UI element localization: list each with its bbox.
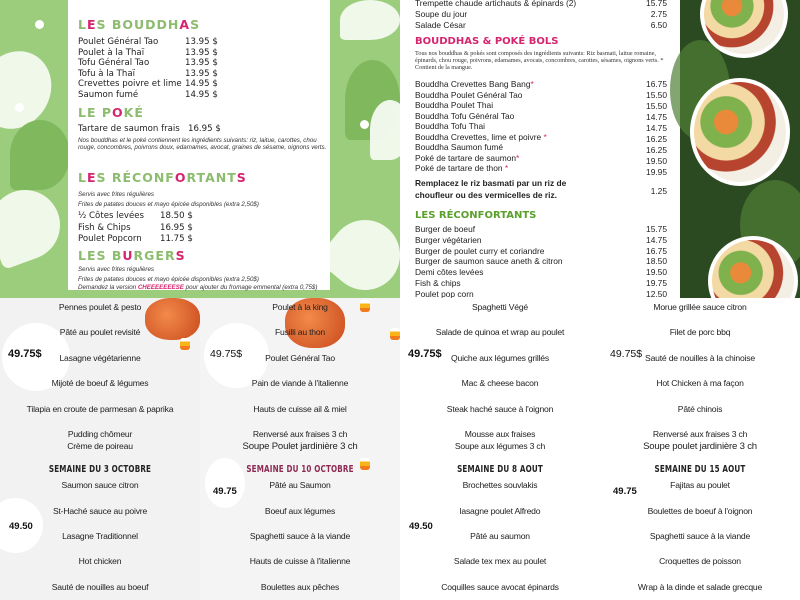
cheese-highlight: CHEEEEEEESE bbox=[137, 284, 184, 291]
dot-decoration bbox=[360, 120, 369, 129]
weekly-dish: Pain de viande à l'italienne bbox=[251, 378, 349, 388]
section-title: BOUDDHAS & POKÉ BOLS bbox=[415, 36, 559, 47]
week-heading: SEMAINE DU 3 OCTOBRE bbox=[48, 464, 152, 475]
weekly-price-bottom: 49.75 bbox=[213, 486, 237, 497]
menu-item-name: Fish & Chips bbox=[78, 222, 131, 233]
menu-item-price: 13.95 $ bbox=[185, 68, 218, 79]
weekly-dish: Steak haché sauce à l'oignon bbox=[446, 404, 554, 414]
weekly-price-top: 49.75$ bbox=[210, 348, 243, 360]
menu-item-price: 13.95 $ bbox=[185, 47, 218, 58]
leaf-decoration bbox=[10, 120, 70, 190]
week-heading: SEMAINE DU 10 OCTOBRE bbox=[246, 464, 354, 475]
menu-item-name: Bouddha Saumon fumé bbox=[415, 142, 503, 152]
mango-asterisk: * bbox=[504, 163, 509, 173]
bowls-description: Tous nos bouddhas & pokés sont composés des ingrédients suivants: Riz basmati, laitue romaine, épinards, chou rouge, poivrons, edamames, avocats, concombres, carottes, sésames, oignons verts. * Contient de la mangue. bbox=[415, 50, 664, 71]
weekly-dish: Crème de poireau bbox=[67, 441, 133, 451]
menu-item-price: 14.95 $ bbox=[185, 89, 218, 100]
weekly-dish: Salade tex mex au poulet bbox=[453, 556, 547, 566]
weekly-dish: lasagne poulet Alfredo bbox=[459, 506, 541, 516]
bowl-photo bbox=[690, 78, 790, 186]
weekly-dish: Morue grillée sauce citron bbox=[653, 302, 747, 312]
weekly-dish: Fajitas au poulet bbox=[670, 480, 730, 490]
replace-note: choufleur ou des vermicelles de riz. bbox=[415, 190, 557, 200]
weekly-dish: Quiche aux légumes grillés bbox=[451, 353, 549, 363]
weekly-price-top: 49.75$ bbox=[610, 348, 643, 360]
menu-item-price: 16.95 $ bbox=[188, 124, 221, 134]
menu-item-price: 6.50 bbox=[650, 19, 667, 30]
title-letter: LE P bbox=[78, 105, 113, 120]
candy-corn-decoration bbox=[180, 338, 190, 350]
weekly-menu-column bbox=[600, 298, 800, 600]
weekly-dish: Pâté au saumon bbox=[470, 531, 530, 541]
weekly-dish: Soupe aux légumes 3 ch bbox=[454, 441, 546, 451]
menu-item-price: 16.25 bbox=[646, 134, 667, 144]
menu-item-name: Poulet à la Thaï bbox=[78, 47, 145, 58]
weekly-price-bottom: 49.75 bbox=[613, 486, 637, 497]
cheese-note-text: pour ajouter du fromage emmental (extra 0,75$) bbox=[183, 284, 318, 291]
cheese-note bbox=[78, 284, 330, 291]
title-letter: LES B bbox=[78, 248, 123, 263]
mango-asterisk: * bbox=[530, 79, 534, 89]
menu-item-name: ½ Côtes levées bbox=[78, 211, 144, 221]
section-title bbox=[78, 105, 144, 120]
menu-white-panel bbox=[68, 0, 330, 290]
section-title bbox=[78, 170, 247, 185]
title-letter: S bbox=[236, 170, 247, 185]
menu-item-price: 15.50 bbox=[646, 90, 667, 100]
menu-item-name: Burger de boeuf bbox=[415, 224, 476, 234]
weekly-dish: Soupe Poulet jardinière 3 ch bbox=[242, 441, 358, 452]
menu-item-price: 11.75 $ bbox=[160, 234, 193, 244]
menu-item-name: Tartare de saumon frais bbox=[78, 124, 180, 134]
leaf-decoration bbox=[0, 180, 70, 270]
weekly-dish: Hauts de cuisse ail & miel bbox=[253, 404, 347, 414]
menu-item-name: Tofu Général Tao bbox=[78, 58, 150, 68]
menu-item-price: 14.95 $ bbox=[185, 79, 218, 89]
food-photo-strip bbox=[680, 0, 800, 298]
menu-item-name: Burger de poulet curry et coriandre bbox=[415, 245, 545, 256]
menu-item-price: 18.50 bbox=[646, 256, 667, 267]
menu-item-price: 12.50 bbox=[646, 288, 667, 298]
menu-item-price: 15.75 bbox=[646, 0, 667, 8]
weekly-dish: Coquilles sauce avocat épinards bbox=[441, 582, 559, 592]
mango-asterisk: * bbox=[543, 131, 547, 142]
weekly-dish: Renversé aux fraises 3 ch bbox=[652, 429, 748, 439]
weekly-dish: Hot Chicken à ma façon bbox=[656, 378, 744, 388]
weekly-dish: Pudding chômeur bbox=[67, 429, 133, 439]
weekly-dish: Mousse aux fraises bbox=[464, 429, 536, 439]
menu-item-price: 13.95 $ bbox=[185, 37, 218, 47]
weekly-dish: Fusilli au thon bbox=[274, 327, 326, 337]
weekly-dish: Boulettes aux pêches bbox=[260, 582, 340, 592]
menu-item-price: 14.75 bbox=[646, 112, 667, 122]
menu-item-name: Poké de tartare de saumon* bbox=[415, 152, 520, 163]
weekly-menu-column bbox=[200, 298, 400, 600]
weekly-dish: Hauts de cuisse à l'italienne bbox=[249, 556, 351, 566]
menu-item-price: 16.25 bbox=[646, 145, 667, 155]
weekly-dish: Renversé aux fraises 3 ch bbox=[252, 429, 348, 439]
title-letter: A bbox=[179, 17, 191, 32]
menu-item-price: 19.50 bbox=[646, 156, 667, 166]
menu-item-name: Poulet Général Tao bbox=[78, 37, 159, 47]
replace-note: Remplacez le riz basmati par un riz de bbox=[415, 178, 567, 188]
weekly-dish: Spaghetti sauce à la viande bbox=[249, 531, 351, 541]
menu-item-name: Trempette chaude artichauts & épinards (2) bbox=[415, 0, 577, 8]
dot-decoration bbox=[15, 103, 24, 112]
weekly-dish: Sauté de nouilles au boeuf bbox=[51, 582, 149, 592]
menu-item-name: Demi côtes levées bbox=[415, 267, 484, 278]
menu-item-price: 2.75 bbox=[650, 8, 667, 19]
weekly-dish: Hot chicken bbox=[78, 556, 122, 566]
section-note: Servis avec frites régulières bbox=[78, 266, 154, 273]
section-note: Frites de patates douces et mayo épicée disponibles (extra 2,50$) bbox=[78, 201, 259, 208]
weekly-dish: Salade de quinoa et wrap au poulet bbox=[435, 327, 565, 337]
dot-decoration bbox=[35, 20, 44, 29]
menu-item-price: 18.50 $ bbox=[160, 211, 193, 221]
menu-item-price: 14.75 bbox=[646, 123, 667, 133]
menu-item-name: Poké de tartare de thon * bbox=[415, 163, 509, 173]
week-heading: SEMAINE DU 8 AOUT bbox=[457, 464, 543, 475]
weekly-dish: Lasagne Traditionnel bbox=[62, 531, 138, 541]
weekly-dish: Soupe poulet jardinière 3 ch bbox=[643, 441, 757, 452]
weekly-dish: Pâté au Saumon bbox=[269, 480, 331, 490]
section-title bbox=[78, 248, 186, 263]
menu-item-name: Bouddha Tofu Général Tao bbox=[415, 110, 515, 121]
menu-item-name: Bouddha Tofu Thai bbox=[415, 121, 486, 131]
menu-item-name: Saumon fumé bbox=[78, 89, 139, 100]
menu-item-name: Poulet Popcorn bbox=[78, 234, 142, 244]
weekly-dish: Poulet Général Tao bbox=[265, 353, 335, 363]
title-letter: L bbox=[78, 170, 87, 185]
weekly-dish: Brochettes souvlakis bbox=[462, 480, 538, 490]
title-letter: E bbox=[86, 170, 97, 185]
weekly-dish: Sauté de nouilles à la chinoise bbox=[645, 353, 755, 363]
weekly-dish: Pâté au poulet revisité bbox=[59, 327, 141, 337]
menu-item-name: Bouddha Crevettes Bang Bang* bbox=[415, 79, 534, 89]
replace-price: 1.25 bbox=[650, 186, 667, 196]
weekly-dish: Boulettes de boeuf à l'oignon bbox=[647, 506, 753, 516]
title-letter: S BOUDDH bbox=[96, 17, 180, 32]
menu-item-name: Soupe du jour bbox=[415, 8, 468, 19]
menu-item-price: 16.95 $ bbox=[160, 222, 193, 233]
restaurant-menu-panel bbox=[400, 0, 800, 298]
bouddhas-menu-panel bbox=[0, 0, 400, 298]
menu-item-name: Bouddha Poulet Thai bbox=[415, 100, 494, 110]
weekly-dish: Pâté chinois bbox=[677, 404, 723, 414]
title-letter: S RÉCONF bbox=[96, 170, 175, 185]
weekly-price-top: 49.75$ bbox=[8, 348, 42, 360]
leaf-decoration bbox=[340, 0, 400, 40]
menu-item-price: 19.75 bbox=[646, 278, 667, 288]
weekly-dish: Filet de porc bbq bbox=[669, 327, 731, 337]
weekly-dish: Poulet à la king bbox=[272, 302, 328, 312]
menu-item-name: Salade César bbox=[415, 19, 466, 30]
menu-item-name: Fish & chips bbox=[415, 278, 461, 288]
menu-item-price: 15.75 bbox=[646, 224, 667, 234]
title-letter: RGER bbox=[133, 248, 176, 263]
title-letter: E bbox=[86, 17, 97, 32]
title-letter: O bbox=[112, 105, 124, 120]
weekly-dish: Spaghetti sauce à la viande bbox=[649, 531, 751, 541]
cheese-note-text: Demandez la version bbox=[78, 284, 138, 291]
mango-asterisk: * bbox=[516, 152, 520, 163]
weekly-dish: Tilapia en croute de parmesan & paprika bbox=[26, 404, 174, 414]
section-title: LES RÉCONFORTANTS bbox=[415, 210, 537, 221]
leaf-decoration bbox=[370, 100, 400, 160]
title-letter: KÉ bbox=[123, 105, 144, 120]
menu-item-name: Burger végétarien bbox=[415, 234, 482, 245]
weekly-dish: Saumon sauce citron bbox=[61, 480, 139, 490]
weekly-dish: Lasagne végétarienne bbox=[59, 353, 141, 363]
title-letter: L bbox=[78, 17, 87, 32]
weekly-menu-column bbox=[0, 298, 200, 600]
section-note: Frites de patates douces et mayo épicée disponibles (extra 2,50$) bbox=[78, 275, 259, 283]
title-letter: O bbox=[174, 170, 187, 185]
menu-item-name: Tofu à la Thaï bbox=[78, 68, 135, 79]
menu-item-name: Poulet pop corn bbox=[415, 288, 474, 298]
weekly-dish: Pennes poulet & pesto bbox=[58, 302, 142, 312]
menu-item-name: Bouddha Crevettes, lime et poivre * bbox=[415, 131, 547, 142]
menu-item-price: 15.50 bbox=[646, 101, 667, 111]
menu-item-name: Crevettes poivre et lime bbox=[78, 79, 182, 89]
title-letter: RTANT bbox=[186, 170, 237, 185]
menu-item-price: 19.50 bbox=[646, 267, 667, 278]
week-heading: SEMAINE DU 15 AOUT bbox=[654, 464, 746, 475]
weekly-dish: Mac & cheese bacon bbox=[461, 378, 539, 388]
weekly-dish: Mijoté de boeuf & légumes bbox=[51, 378, 149, 388]
menu-item-price: 13.95 $ bbox=[185, 58, 218, 68]
weekly-price-bottom: 49.50 bbox=[409, 521, 433, 532]
weekly-dish: Croquettes de poisson bbox=[659, 556, 741, 566]
section-title bbox=[78, 17, 200, 32]
menu-item-name: Burger de saumon sauce aneth & citron bbox=[415, 256, 563, 267]
weekly-dish: St-Haché sauce au poivre bbox=[52, 506, 148, 516]
menu-item-price: 16.75 bbox=[646, 245, 667, 256]
weekly-dish: Wrap à la dinde et salade grecque bbox=[637, 582, 763, 592]
menu-item-price: 16.75 bbox=[646, 79, 667, 89]
title-letter: S bbox=[175, 248, 186, 263]
menu-item-name: Bouddha Poulet Général Tao bbox=[415, 89, 523, 100]
weekly-dish: Spaghetti Végé bbox=[472, 302, 528, 312]
menu-item-price: 14.75 bbox=[646, 234, 667, 245]
weekly-price-bottom: 49.50 bbox=[9, 521, 33, 532]
title-letter: S bbox=[190, 17, 201, 32]
section-note: Servis avec frites régulières bbox=[78, 191, 154, 198]
weekly-dish: Boeuf aux légumes bbox=[264, 506, 336, 516]
ingredients-note: Nos bouddhas et le poké contiennent les ingrédients suivants: riz, laitue, carottes, chou rouge, concombres, poivrons doux, edamames, avocat, graines de sésame, oignons verts. bbox=[78, 137, 327, 152]
menu-item-price: 19.95 bbox=[646, 167, 667, 177]
weekly-price-top: 49.75$ bbox=[408, 348, 442, 360]
weekly-menu-column bbox=[400, 298, 600, 600]
title-letter: U bbox=[122, 248, 134, 263]
